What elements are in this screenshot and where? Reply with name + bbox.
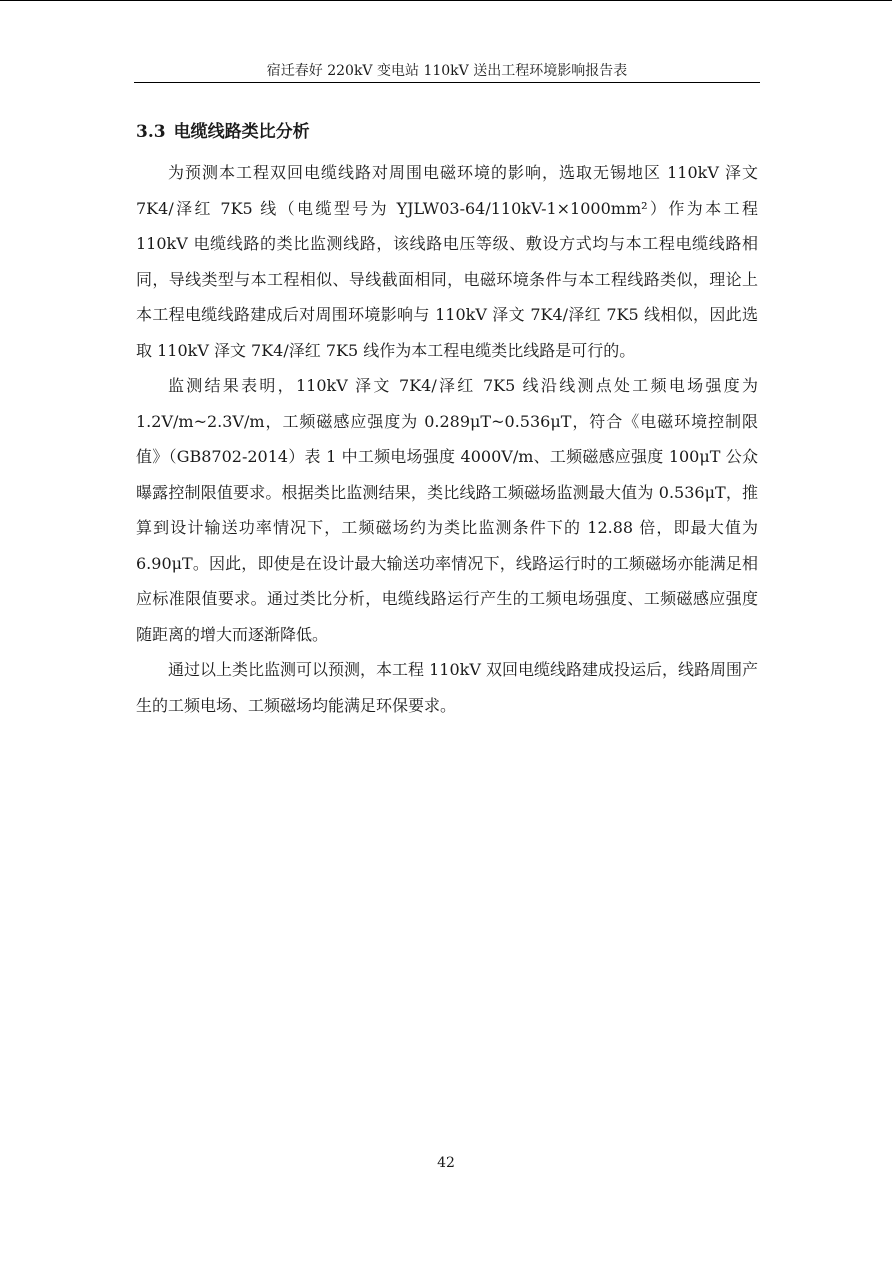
section-number: 3.3 xyxy=(136,122,166,142)
paragraph-analogy-selection: 为预测本工程双回电缆线路对周围电磁环境的影响，选取无锡地区 110kV 泽文 7K4/泽红 7K5 线（电缆型号为 YJLW03-64/110kV-1×1000mm²）作为本工程 110kV 电缆线路的类比监测线路，该线路电压等级、敷设方式均与本工程电缆线路相同，导线类型与本工程相似、导线截面相同，电磁环境条件与本工程线路类似，理论上本工程电缆线路建成后对周围环境影响与 110kV 泽文 7K4/泽红 7K5 线相似，因此选取 110kV 泽文 7K4/泽红 7K5 线作为本工程电缆类比线路是可行的。 xyxy=(136,163,758,360)
header-rule xyxy=(134,82,760,83)
section-heading xyxy=(136,120,310,144)
page-number: 42 xyxy=(437,1155,455,1171)
paragraph-monitoring-results: 监测结果表明，110kV 泽文 7K4/泽红 7K5 线沿线测点处工频电场强度为 1.2V/m~2.3V/m，工频磁感应强度为 0.289μT~0.536μT，符合《电磁环境控制限值》（GB8702-2014）表 1 中工频电场强度 4000V/m、工频磁感应强度 100μT 公众曝露控制限值要求。根据类比监测结果，类比线路工频磁场监测最大值为 0.536μT，推算到设计输送功率情况下，工频磁场约为类比监测条件下的 12.88 倍，即最大值为 6.90μT。因此，即使是在设计最大输送功率情况下，线路运行时的工频磁场亦能满足相应标准限值要求。通过类比分析，电缆线路运行产生的工频电场强度、工频磁感应强度随距离的增大而逐渐降低。 xyxy=(136,376,758,644)
running-header: 宿迁春好 220kV 变电站 110kV 送出工程环境影响报告表 xyxy=(266,63,628,79)
paragraph-conclusion: 通过以上类比监测可以预测，本工程 110kV 双回电缆线路建成投运后，线路周围产生的工频电场、工频磁场均能满足环保要求。 xyxy=(136,660,758,715)
section-title: 电缆线路类比分析 xyxy=(173,122,310,142)
body-text xyxy=(136,155,758,723)
page-top-border xyxy=(0,0,892,1)
